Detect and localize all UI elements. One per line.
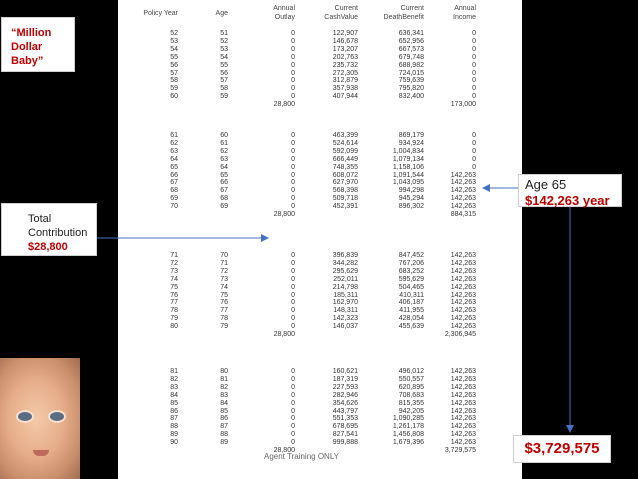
table-cell-age: 71 xyxy=(220,259,228,267)
table-cell-age: 76 xyxy=(220,299,228,307)
table-cell-income: 142,263 xyxy=(450,399,476,407)
table-cell-death: 406,187 xyxy=(398,299,424,307)
outlay-subtotal: 28,800 xyxy=(273,331,295,338)
table-cell-year: 80 xyxy=(170,323,178,331)
table-cell-age: 82 xyxy=(220,383,228,391)
table-cell-age: 86 xyxy=(220,415,228,423)
table-cell-age: 79 xyxy=(220,323,228,331)
table-cell-age: 70 xyxy=(220,252,228,259)
table-cell-cash: 187,319 xyxy=(332,375,358,383)
table-cell-year: 56 xyxy=(170,61,178,69)
table-cell-death: 708,683 xyxy=(398,391,424,399)
table-cell-year: 72 xyxy=(170,259,178,267)
table-cell-income: 142,263 xyxy=(450,203,476,211)
table-cell-outlay: 0 xyxy=(291,439,295,447)
table-cell-year: 77 xyxy=(170,299,178,307)
total-amount: $28,800 xyxy=(28,241,68,253)
table-cell-age: 77 xyxy=(220,307,228,315)
table-cell-death: 869,179 xyxy=(398,132,424,139)
table-cell-year: 65 xyxy=(170,163,178,171)
table-cell-age: 75 xyxy=(220,291,228,299)
table-cell-income: 0 xyxy=(472,139,476,147)
table-cell-year: 81 xyxy=(170,368,178,375)
table-cell-death: 1,679,396 xyxy=(392,439,424,447)
table-cell-income: 142,263 xyxy=(450,171,476,179)
table-cell-cash: 272,305 xyxy=(332,69,358,77)
table-cell-cash: 568,398 xyxy=(332,187,358,195)
table-cell-death: 795,820 xyxy=(398,85,424,93)
table-cell-income: 0 xyxy=(472,163,476,171)
column-header-outlay: Outlay xyxy=(274,14,295,21)
table-cell-age: 63 xyxy=(220,155,228,163)
total-contribution-callout xyxy=(1,203,97,256)
table-cell-year: 78 xyxy=(170,307,178,315)
table-cell-cash: 185,311 xyxy=(333,291,358,299)
table-cell-income: 142,263 xyxy=(450,299,476,307)
column-header-death: Current xyxy=(400,5,424,12)
age-65-label: Age 65 xyxy=(525,177,567,192)
table-cell-income: 142,263 xyxy=(450,407,476,415)
table-cell-death: 934,924 xyxy=(398,139,424,147)
table-cell-year: 89 xyxy=(170,431,178,439)
table-cell-outlay: 0 xyxy=(291,45,295,53)
table-cell-income: 0 xyxy=(472,30,476,37)
table-cell-cash: 146,678 xyxy=(332,37,358,45)
table-cell-death: 410,311 xyxy=(399,291,424,299)
table-cell-cash: 295,629 xyxy=(332,267,358,275)
table-cell-income: 0 xyxy=(472,77,476,85)
table-cell-year: 59 xyxy=(170,85,178,93)
table-cell-cash: 146,037 xyxy=(332,323,358,331)
table-cell-cash: 173,207 xyxy=(332,45,358,53)
table-cell-outlay: 0 xyxy=(291,85,295,93)
million-dollar-baby-callout xyxy=(1,17,75,72)
table-cell-cash: 148,311 xyxy=(333,307,358,315)
table-cell-year: 67 xyxy=(170,179,178,187)
outlay-subtotal: 28,800 xyxy=(273,447,295,454)
table-cell-income: 0 xyxy=(472,45,476,53)
table-cell-death: 636,341 xyxy=(398,30,424,37)
million-line-2: Dollar xyxy=(11,41,43,53)
table-cell-age: 62 xyxy=(220,147,228,155)
table-cell-cash: 312,879 xyxy=(332,77,358,85)
table-cell-cash: 666,449 xyxy=(332,155,358,163)
table-cell-cash: 227,593 xyxy=(332,383,358,391)
table-cell-year: 63 xyxy=(170,147,178,155)
table-cell-age: 54 xyxy=(220,53,228,61)
table-cell-income: 142,263 xyxy=(450,415,476,423)
table-cell-outlay: 0 xyxy=(291,132,295,139)
table-cell-year: 88 xyxy=(170,423,178,431)
table-cell-year: 73 xyxy=(170,267,178,275)
table-cell-year: 84 xyxy=(170,391,178,399)
table-cell-income: 142,263 xyxy=(450,368,476,375)
table-cell-outlay: 0 xyxy=(291,77,295,85)
table-cell-year: 60 xyxy=(170,93,178,101)
table-cell-death: 767,206 xyxy=(398,259,424,267)
table-cell-outlay: 0 xyxy=(291,423,295,431)
table-cell-age: 89 xyxy=(220,439,228,447)
table-cell-year: 53 xyxy=(170,37,178,45)
table-cell-cash: 142,323 xyxy=(332,315,358,323)
table-cell-cash: 509,718 xyxy=(332,195,358,203)
table-cell-outlay: 0 xyxy=(291,195,295,203)
table-cell-outlay: 0 xyxy=(291,252,295,259)
table-cell-age: 52 xyxy=(220,37,228,45)
million-line-1: “Million xyxy=(11,27,52,39)
table-cell-year: 79 xyxy=(170,315,178,323)
column-header-cash: Current xyxy=(334,5,358,12)
table-cell-outlay: 0 xyxy=(291,375,295,383)
table-cell-year: 52 xyxy=(170,30,178,37)
table-cell-year: 68 xyxy=(170,187,178,195)
table-cell-outlay: 0 xyxy=(291,163,295,171)
table-cell-age: 64 xyxy=(220,163,228,171)
table-cell-income: 142,263 xyxy=(450,323,476,331)
table-cell-age: 60 xyxy=(220,132,228,139)
baby-right-eye xyxy=(48,410,66,423)
table-cell-cash: 214,798 xyxy=(332,283,358,291)
table-cell-outlay: 0 xyxy=(291,155,295,163)
table-cell-year: 76 xyxy=(170,291,178,299)
table-cell-death: 815,355 xyxy=(398,399,424,407)
table-cell-year: 75 xyxy=(170,283,178,291)
table-cell-outlay: 0 xyxy=(291,323,295,331)
table-cell-income: 0 xyxy=(472,53,476,61)
table-cell-cash: 160,621 xyxy=(332,368,358,375)
table-cell-income: 142,263 xyxy=(450,391,476,399)
table-cell-death: 945,294 xyxy=(398,195,424,203)
table-cell-cash: 235,732 xyxy=(332,61,358,69)
table-cell-age: 53 xyxy=(220,45,228,53)
table-cell-cash: 344,282 xyxy=(332,259,358,267)
million-line-3: Baby” xyxy=(11,55,44,67)
table-cell-outlay: 0 xyxy=(291,171,295,179)
table-cell-year: 57 xyxy=(170,69,178,77)
table-cell-outlay: 0 xyxy=(291,61,295,69)
table-cell-income: 142,263 xyxy=(450,187,476,195)
table-cell-outlay: 0 xyxy=(291,407,295,415)
table-cell-death: 667,573 xyxy=(398,45,424,53)
table-cell-cash: 357,938 xyxy=(332,85,358,93)
table-cell-death: 504,465 xyxy=(398,283,424,291)
table-cell-death: 1,261,178 xyxy=(392,423,424,431)
table-cell-age: 67 xyxy=(220,187,228,195)
table-cell-cash: 162,970 xyxy=(332,299,358,307)
baby-photo xyxy=(0,358,80,479)
table-cell-death: 1,043,095 xyxy=(392,179,424,187)
table-cell-outlay: 0 xyxy=(291,203,295,211)
table-cell-death: 620,895 xyxy=(398,383,424,391)
age-65-income: $142,263 year xyxy=(525,193,610,208)
table-cell-cash: 524,614 xyxy=(332,139,358,147)
table-cell-age: 73 xyxy=(220,275,228,283)
table-cell-year: 61 xyxy=(170,132,178,139)
table-cell-cash: 748,355 xyxy=(332,163,358,171)
table-cell-year: 55 xyxy=(170,53,178,61)
table-cell-income: 142,263 xyxy=(450,431,476,439)
column-header-income: Annual xyxy=(454,5,476,12)
table-cell-death: 1,090,285 xyxy=(392,415,424,423)
table-cell-income: 0 xyxy=(472,147,476,155)
table-cell-outlay: 0 xyxy=(291,391,295,399)
table-cell-income: 142,263 xyxy=(450,383,476,391)
table-cell-outlay: 0 xyxy=(291,415,295,423)
outlay-subtotal: 28,800 xyxy=(273,101,295,109)
table-cell-year: 58 xyxy=(170,77,178,85)
illustration-table xyxy=(118,0,522,479)
table-cell-cash: 999,888 xyxy=(332,439,358,447)
income-subtotal: 884,315 xyxy=(450,211,476,218)
table-cell-income: 0 xyxy=(472,37,476,45)
table-cell-death: 455,639 xyxy=(398,323,424,331)
table-cell-cash: 592,099 xyxy=(332,147,358,155)
table-cell-year: 86 xyxy=(170,407,178,415)
table-cell-outlay: 0 xyxy=(291,30,295,37)
table-cell-outlay: 0 xyxy=(291,399,295,407)
table-cell-outlay: 0 xyxy=(291,283,295,291)
table-cell-income: 0 xyxy=(472,85,476,93)
table-cell-cash: 608,072 xyxy=(332,171,358,179)
table-cell-age: 80 xyxy=(220,368,228,375)
table-cell-outlay: 0 xyxy=(291,93,295,101)
table-cell-income: 0 xyxy=(472,132,476,139)
table-cell-cash: 827,541 xyxy=(332,431,358,439)
table-cell-outlay: 0 xyxy=(291,383,295,391)
table-cell-outlay: 0 xyxy=(291,431,295,439)
table-cell-cash: 122,907 xyxy=(332,30,358,37)
table-cell-cash: 463,399 xyxy=(332,132,358,139)
table-cell-death: 683,252 xyxy=(398,267,424,275)
table-cell-outlay: 0 xyxy=(291,139,295,147)
income-subtotal: 173,000 xyxy=(450,101,476,109)
table-cell-death: 496,012 xyxy=(398,368,424,375)
age-65-callout xyxy=(518,174,622,207)
table-cell-age: 51 xyxy=(220,30,228,37)
table-cell-outlay: 0 xyxy=(291,299,295,307)
table-cell-age: 74 xyxy=(220,283,228,291)
table-cell-outlay: 0 xyxy=(291,37,295,45)
table-cell-cash: 282,946 xyxy=(332,391,358,399)
table-cell-year: 69 xyxy=(170,195,178,203)
watermark: Agent Training ONLY xyxy=(264,452,340,461)
table-cell-death: 1,158,106 xyxy=(392,163,424,171)
total-line-1: Total xyxy=(28,213,52,225)
table-cell-death: 994,298 xyxy=(398,187,424,195)
table-cell-cash: 443,797 xyxy=(332,407,358,415)
column-header-cash: CashValue xyxy=(324,14,358,21)
table-cell-outlay: 0 xyxy=(291,179,295,187)
table-cell-outlay: 0 xyxy=(291,368,295,375)
table-cell-outlay: 0 xyxy=(291,267,295,275)
outlay-subtotal: 28,800 xyxy=(273,211,295,218)
table-cell-cash: 551,353 xyxy=(332,415,358,423)
table-cell-income: 142,263 xyxy=(450,259,476,267)
table-cell-death: 428,054 xyxy=(398,315,424,323)
table-cell-income: 142,263 xyxy=(450,275,476,283)
column-header-outlay: Annual xyxy=(273,5,295,12)
table-cell-year: 87 xyxy=(170,415,178,423)
table-cell-year: 54 xyxy=(170,45,178,53)
table-cell-age: 81 xyxy=(220,375,228,383)
baby-left-eye xyxy=(16,410,34,423)
column-header-year: Policy Year xyxy=(143,10,178,17)
table-cell-death: 595,629 xyxy=(398,275,424,283)
table-cell-income: 142,263 xyxy=(450,195,476,203)
table-cell-age: 56 xyxy=(220,69,228,77)
table-cell-death: 942,205 xyxy=(398,407,424,415)
table-cell-age: 61 xyxy=(220,139,228,147)
table-cell-income: 142,263 xyxy=(450,307,476,315)
table-cell-cash: 407,944 xyxy=(332,93,358,101)
table-cell-outlay: 0 xyxy=(291,307,295,315)
table-cell-income: 142,263 xyxy=(450,283,476,291)
table-cell-year: 62 xyxy=(170,139,178,147)
table-cell-year: 90 xyxy=(170,439,178,447)
table-cell-year: 85 xyxy=(170,399,178,407)
table-cell-death: 1,091,544 xyxy=(392,171,424,179)
table-cell-death: 550,557 xyxy=(398,375,424,383)
table-cell-income: 142,263 xyxy=(450,252,476,259)
table-cell-year: 82 xyxy=(170,375,178,383)
table-cell-age: 58 xyxy=(220,85,228,93)
table-cell-income: 142,263 xyxy=(450,423,476,431)
table-cell-income: 142,263 xyxy=(450,375,476,383)
table-cell-age: 55 xyxy=(220,61,228,69)
table-cell-age: 59 xyxy=(220,93,228,101)
table-cell-cash: 678,695 xyxy=(332,423,358,431)
table-cell-income: 0 xyxy=(472,93,476,101)
table-cell-outlay: 0 xyxy=(291,315,295,323)
table-cell-cash: 252,011 xyxy=(333,275,358,283)
column-header-age: Age xyxy=(215,10,228,17)
table-cell-year: 66 xyxy=(170,171,178,179)
table-cell-income: 142,263 xyxy=(450,291,476,299)
income-subtotal: 3,729,575 xyxy=(444,447,476,454)
table-cell-income: 142,263 xyxy=(450,179,476,187)
table-cell-income: 0 xyxy=(472,61,476,69)
table-cell-death: 652,956 xyxy=(398,37,424,45)
table-cell-year: 71 xyxy=(170,252,178,259)
table-cell-death: 679,748 xyxy=(398,53,424,61)
table-cell-age: 69 xyxy=(220,203,228,211)
column-header-income: Income xyxy=(453,14,476,21)
table-cell-age: 88 xyxy=(220,431,228,439)
column-header-death: DeathBenefit xyxy=(383,14,424,21)
table-cell-outlay: 0 xyxy=(291,259,295,267)
table-cell-cash: 354,626 xyxy=(332,399,358,407)
table-cell-age: 85 xyxy=(220,407,228,415)
table-cell-outlay: 0 xyxy=(291,275,295,283)
table-cell-death: 688,982 xyxy=(398,61,424,69)
table-cell-death: 411,955 xyxy=(399,307,424,315)
table-cell-income: 142,263 xyxy=(450,315,476,323)
table-cell-age: 83 xyxy=(220,391,228,399)
table-cell-death: 724,015 xyxy=(398,69,424,77)
table-cell-outlay: 0 xyxy=(291,53,295,61)
table-cell-cash: 627,970 xyxy=(332,179,358,187)
table-cell-death: 832,400 xyxy=(398,93,424,101)
table-cell-year: 74 xyxy=(170,275,178,283)
table-cell-age: 87 xyxy=(220,423,228,431)
total-line-2: Contribution xyxy=(28,227,88,239)
table-cell-age: 72 xyxy=(220,267,228,275)
table-cell-income: 0 xyxy=(472,155,476,163)
table-cell-cash: 202,763 xyxy=(332,53,358,61)
table-cell-year: 64 xyxy=(170,155,178,163)
table-cell-outlay: 0 xyxy=(291,291,295,299)
table-cell-age: 78 xyxy=(220,315,228,323)
income-subtotal: 2,306,945 xyxy=(444,331,476,338)
table-cell-income: 142,263 xyxy=(450,267,476,275)
table-cell-year: 70 xyxy=(170,203,178,211)
table-cell-death: 1,004,834 xyxy=(392,147,424,155)
table-cell-income: 142,263 xyxy=(450,439,476,447)
table-cell-age: 66 xyxy=(220,179,228,187)
table-cell-death: 847,452 xyxy=(398,252,424,259)
table-cell-death: 759,639 xyxy=(398,77,424,85)
table-cell-age: 65 xyxy=(220,171,228,179)
table-cell-age: 57 xyxy=(220,77,228,85)
table-cell-cash: 396,839 xyxy=(332,252,358,259)
table-cell-death: 896,302 xyxy=(398,203,424,211)
grand-total-callout: $3,729,575 xyxy=(513,435,611,463)
table-cell-death: 1,456,808 xyxy=(392,431,424,439)
table-cell-age: 68 xyxy=(220,195,228,203)
table-cell-outlay: 0 xyxy=(291,187,295,195)
table-cell-outlay: 0 xyxy=(291,69,295,77)
table-cell-income: 0 xyxy=(472,69,476,77)
table-cell-year: 83 xyxy=(170,383,178,391)
baby-mouth xyxy=(33,450,49,456)
table-cell-outlay: 0 xyxy=(291,147,295,155)
table-cell-cash: 452,391 xyxy=(332,203,358,211)
table-cell-age: 84 xyxy=(220,399,228,407)
table-cell-death: 1,079,134 xyxy=(392,155,424,163)
